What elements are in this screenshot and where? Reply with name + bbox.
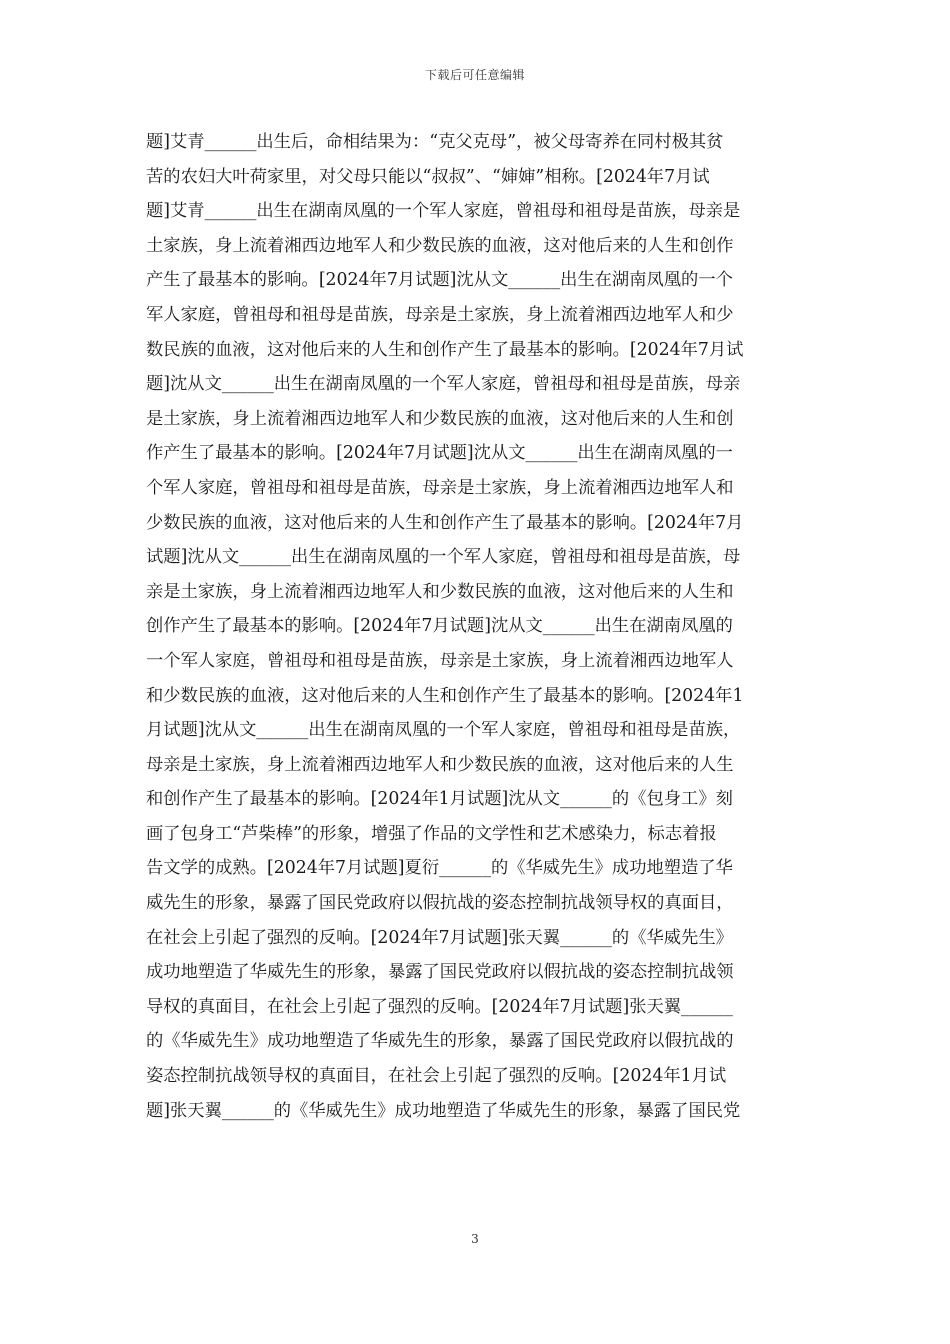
text-line: 和少数民族的血液，这对他后来的人生和创作产生了最基本的影响。[2024年1 — [146, 685, 744, 706]
text-line: 少数民族的血液，这对他后来的人生和创作产生了最基本的影响。[2024年7月 — [146, 512, 744, 533]
text-line: 导权的真面目，在社会上引起了强烈的反响。[2024年7月试题]张天翼______ — [146, 996, 733, 1017]
text-line: 题]艾青______出生在湖南凤凰的一个军人家庭，曾祖母和祖母是苗族，母亲是 — [146, 201, 741, 222]
text-line: 母亲是土家族，身上流着湘西边地军人和少数民族的血液，这对他后来的人生 — [146, 754, 734, 775]
text-line: 是土家族，身上流着湘西边地军人和少数民族的血液，这对他后来的人生和创 — [146, 408, 734, 429]
text-line: 题]张天翼______的《华威先生》成功地塑造了华威先生的形象，暴露了国民党 — [146, 1100, 741, 1121]
text-line: 告文学的成熟。[2024年7月试题]夏衍______的《华威先生》成功地塑造了华 — [146, 858, 733, 879]
page-number: 3 — [471, 1232, 479, 1246]
text-line: 和创作产生了最基本的影响。[2024年1月试题]沈从文______的《包身工》刻 — [146, 789, 733, 810]
text-line: 土家族，身上流着湘西边地军人和少数民族的血液，这对他后来的人生和创作 — [146, 235, 734, 256]
text-line: 的《华威先生》成功地塑造了华威先生的形象，暴露了国民党政府以假抗战的 — [146, 1031, 734, 1052]
text-line: 在社会上引起了强烈的反响。[2024年7月试题]张天翼______的《华威先生》 — [146, 927, 733, 948]
document-body — [146, 125, 812, 1128]
text-line: 画了包身工“芦柴棒”的形象，增强了作品的文学性和艺术感染力，标志着报 — [146, 823, 717, 844]
text-line: 个军人家庭，曾祖母和祖母是苗族，母亲是土家族，身上流着湘西边地军人和 — [146, 477, 734, 498]
text-line: 一个军人家庭，曾祖母和祖母是苗族，母亲是土家族，身上流着湘西边地军人 — [146, 650, 734, 671]
text-line: 月试题]沈从文______出生在湖南凤凰的一个军人家庭，曾祖母和祖母是苗族， — [146, 720, 741, 741]
text-line: 数民族的血液，这对他后来的人生和创作产生了最基本的影响。[2024年7月试 — [146, 339, 744, 360]
text-line: 试题]沈从文______出生在湖南凤凰的一个军人家庭，曾祖母和祖母是苗族，母 — [146, 547, 741, 568]
text-line: 苦的农妇大叶荷家里，对父母只能以“叔叔”、“婶婶”相称。[2024年7月试 — [146, 166, 710, 187]
text-line: 成功地塑造了华威先生的形象，暴露了国民党政府以假抗战的姿态控制抗战领 — [146, 962, 734, 983]
text-line: 威先生的形象，暴露了国民党政府以假抗战的姿态控制抗战领导权的真面目， — [146, 893, 734, 914]
text-line: 题]沈从文______出生在湖南凤凰的一个军人家庭，曾祖母和祖母是苗族，母亲 — [146, 374, 741, 395]
page-header: 下载后可任意编辑 — [424, 68, 525, 82]
text-line: 产生了最基本的影响。[2024年7月试题]沈从文______出生在湖南凤凰的一个 — [146, 270, 733, 291]
text-line: 军人家庭，曾祖母和祖母是苗族，母亲是土家族，身上流着湘西边地军人和少 — [146, 304, 734, 325]
text-line: 姿态控制抗战领导权的真面目，在社会上引起了强烈的反响。[2024年1月试 — [146, 1066, 727, 1087]
text-line: 作产生了最基本的影响。[2024年7月试题]沈从文______出生在湖南凤凰的一 — [146, 443, 733, 464]
text-line: 亲是土家族，身上流着湘西边地军人和少数民族的血液，这对他后来的人生和 — [146, 581, 734, 602]
text-line: 创作产生了最基本的影响。[2024年7月试题]沈从文______出生在湖南凤凰的 — [146, 616, 733, 637]
text-line: 题]艾青______出生后，命相结果为：“克父克母”，被父母寄养在同村极其贫 — [146, 132, 724, 152]
